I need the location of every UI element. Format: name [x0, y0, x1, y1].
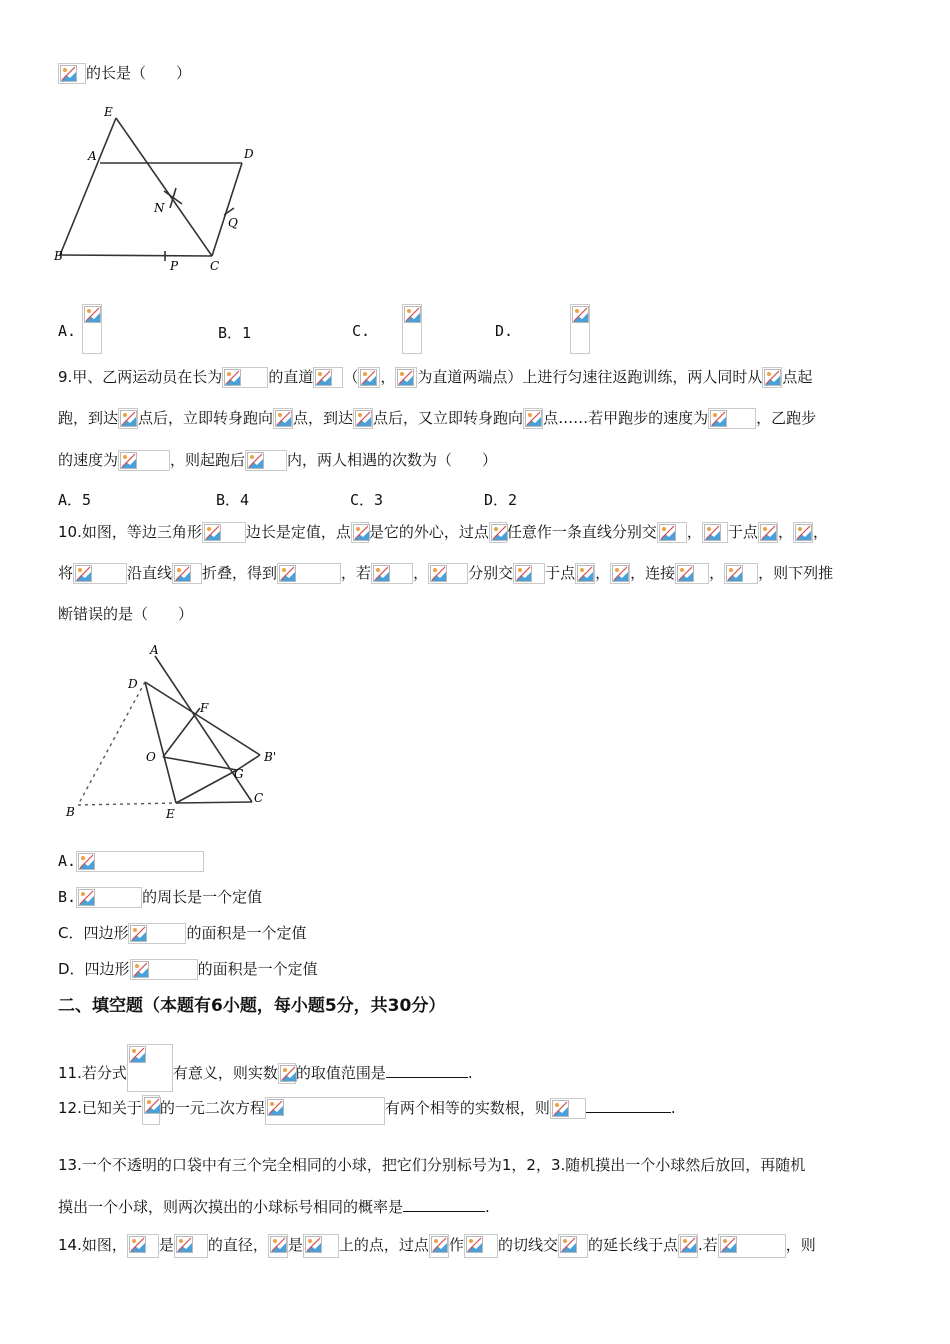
formula-image — [550, 1098, 586, 1119]
q9-line-3: 的速度为 ，则起跑后 内，两人相遇的次数为（ ） — [58, 451, 498, 469]
formula-image — [142, 1095, 160, 1125]
formula-image — [73, 563, 127, 584]
broken-image-icon — [431, 1236, 448, 1253]
formula-image — [353, 408, 373, 429]
broken-image-icon — [491, 524, 508, 541]
formula-image — [395, 367, 417, 388]
label-Q: Q — [228, 216, 238, 230]
broken-image-icon — [764, 369, 781, 386]
broken-image-icon — [577, 565, 594, 582]
label-C: C — [210, 259, 220, 273]
broken-image-icon — [612, 565, 629, 582]
broken-image-icon — [280, 1065, 297, 1082]
formula-image — [268, 1234, 288, 1258]
formula-image — [118, 408, 138, 429]
formula-image — [675, 563, 709, 584]
broken-image-icon — [720, 1236, 737, 1253]
q8-option-d: D. — [495, 322, 514, 340]
formula-image — [174, 1234, 208, 1258]
label-B: B — [54, 249, 63, 263]
broken-image-icon — [144, 1097, 161, 1114]
formula-image — [222, 367, 268, 388]
formula-image — [523, 408, 543, 429]
formula-image — [58, 63, 86, 84]
formula-image — [718, 1234, 786, 1258]
q8-stem-text: 的长是（ ） — [86, 64, 192, 82]
label-P: P — [170, 259, 179, 273]
formula-image — [610, 563, 630, 584]
broken-image-icon — [120, 452, 137, 469]
q8-option-c: C. — [352, 322, 371, 340]
formula-image — [428, 563, 468, 584]
formula-image — [118, 450, 170, 471]
q14-line: 14.如图， 是 的直径， 是 上的点，过点 作 的切线交 的延长线于点 .若 ，则 — [58, 1234, 816, 1258]
broken-image-icon — [659, 524, 676, 541]
formula-image — [657, 522, 687, 543]
q8-geometry-figure — [52, 100, 272, 280]
broken-image-icon — [132, 961, 149, 978]
q13-line-2: 摸出一个小球，则两次摸出的小球标号相同的概率是 . — [58, 1198, 490, 1216]
q10-geometry-figure — [60, 640, 300, 825]
broken-image-icon — [130, 925, 147, 942]
broken-image-icon — [315, 369, 332, 386]
formula-image — [702, 522, 728, 543]
q12-line: 12.已知关于 的一元二次方程 有两个相等的实数根，则 . — [58, 1095, 676, 1125]
broken-image-icon — [267, 1099, 284, 1116]
formula-image — [273, 408, 293, 429]
q10-line-3: 断错误的是（ ） — [58, 605, 194, 623]
broken-image-icon — [129, 1046, 146, 1063]
option-d-image — [570, 304, 590, 354]
formula-image — [245, 450, 287, 471]
broken-image-icon — [404, 306, 421, 323]
broken-image-icon — [726, 565, 743, 582]
formula-image — [762, 367, 782, 388]
broken-image-icon — [760, 524, 777, 541]
section-2-title: 二、填空题（本题有6小题，每小题5分，共30分） — [58, 996, 446, 1016]
q11-line: 11.若分式 有意义，则实数 的取值范围是 . — [58, 1044, 473, 1092]
broken-image-icon — [204, 524, 221, 541]
broken-image-icon — [552, 1100, 569, 1117]
q10-option-a: A. — [58, 850, 204, 872]
formula-image — [130, 959, 198, 980]
formula-image — [303, 1234, 339, 1258]
formula-image — [678, 1234, 698, 1258]
q10-line-2: 将 沿直线 折叠，得到 ，若 ， 分别交 于点 ， ，连接 ， ，则下列推 — [58, 564, 834, 582]
q10-option-d: D．四边形 的面积是一个定值 — [58, 960, 318, 978]
q13-line-1: 13.一个不透明的口袋中有三个完全相同的小球，把它们分别标号为1，2，3.随机摸出一个小球然后放回，再随机 — [58, 1156, 806, 1174]
formula-image — [558, 1234, 588, 1258]
q9-option-a: A．5 — [58, 491, 92, 509]
broken-image-icon — [430, 565, 447, 582]
q8-stem-line — [58, 62, 191, 84]
option-c-image — [402, 304, 422, 354]
formula-image — [277, 563, 341, 584]
formula-image — [76, 851, 204, 872]
formula-image — [358, 367, 380, 388]
label-G: G — [234, 767, 244, 781]
broken-image-icon — [129, 1236, 146, 1253]
q9-line-1: 9.甲、乙两运动员在长为 的直道 （ ， 为直道两端点）上进行匀速往返跑训练，两人同时从 点起 — [58, 368, 813, 386]
label-N: N — [154, 201, 165, 215]
formula-image — [429, 1234, 449, 1258]
label-D: D — [244, 147, 254, 161]
broken-image-icon — [120, 410, 137, 427]
formula-image — [371, 563, 413, 584]
broken-image-icon — [704, 524, 721, 541]
formula-image — [265, 1097, 385, 1125]
broken-image-icon — [270, 1236, 287, 1253]
label-E: E — [104, 105, 113, 119]
broken-image-icon — [680, 1236, 697, 1253]
label-A: A — [88, 149, 97, 163]
broken-image-icon — [795, 524, 812, 541]
q9-option-b: B．4 — [216, 491, 250, 509]
formula-image — [278, 1063, 296, 1084]
broken-image-icon — [353, 524, 370, 541]
formula-image — [513, 563, 545, 584]
formula-image — [76, 887, 142, 908]
broken-image-icon — [515, 565, 532, 582]
label-D: D — [128, 677, 138, 691]
formula-image — [202, 522, 246, 543]
broken-image-icon — [466, 1236, 483, 1253]
option-a-image — [82, 304, 102, 354]
label-O: O — [146, 750, 156, 764]
q10-line-1: 10.如图，等边三角形 边长是定值，点 是它的外心，过点 任意作一条直线分别交 ， 于点 ， ， — [58, 523, 828, 541]
q9-option-d: D．2 — [484, 491, 518, 509]
broken-image-icon — [397, 369, 414, 386]
label-C: C — [254, 791, 264, 805]
broken-image-icon — [360, 369, 377, 386]
q8-option-b: B．1 — [218, 324, 252, 342]
label-F: F — [200, 701, 209, 715]
broken-image-icon — [176, 1236, 193, 1253]
formula-image — [128, 923, 186, 944]
broken-image-icon — [525, 410, 542, 427]
broken-image-icon — [78, 853, 95, 870]
formula-image — [708, 408, 756, 429]
label-B-prime: B' — [264, 750, 277, 764]
formula-image — [489, 522, 507, 543]
broken-image-icon — [60, 65, 77, 82]
broken-image-icon — [75, 565, 92, 582]
formula-image — [127, 1234, 159, 1258]
broken-image-icon — [247, 452, 264, 469]
formula-image — [313, 367, 343, 388]
broken-image-icon — [275, 410, 292, 427]
q9-option-c: C．3 — [350, 491, 384, 509]
formula-image — [127, 1044, 173, 1092]
broken-image-icon — [174, 565, 191, 582]
broken-image-icon — [560, 1236, 577, 1253]
q10-option-c: C．四边形 的面积是一个定值 — [58, 924, 307, 942]
formula-image — [724, 563, 758, 584]
broken-image-icon — [677, 565, 694, 582]
broken-image-icon — [305, 1236, 322, 1253]
q10-option-b: B. 的周长是一个定值 — [58, 888, 263, 906]
formula-image — [464, 1234, 498, 1258]
formula-image — [351, 522, 369, 543]
broken-image-icon — [373, 565, 390, 582]
formula-image — [793, 522, 813, 543]
broken-image-icon — [84, 306, 101, 323]
q8-option-a: A. — [58, 322, 77, 340]
label-A: A — [150, 643, 159, 657]
broken-image-icon — [224, 369, 241, 386]
broken-image-icon — [78, 889, 95, 906]
formula-image — [172, 563, 202, 584]
label-E: E — [166, 807, 175, 821]
broken-image-icon — [279, 565, 296, 582]
q9-line-2: 跑，到达 点后，立即转身跑向 点，到达 点后，又立即转身跑向 点……若甲跑步的速度为 ，乙跑步 — [58, 409, 817, 427]
formula-image — [758, 522, 778, 543]
formula-image — [575, 563, 595, 584]
label-B: B — [66, 805, 75, 819]
broken-image-icon — [572, 306, 589, 323]
broken-image-icon — [355, 410, 372, 427]
broken-image-icon — [710, 410, 727, 427]
